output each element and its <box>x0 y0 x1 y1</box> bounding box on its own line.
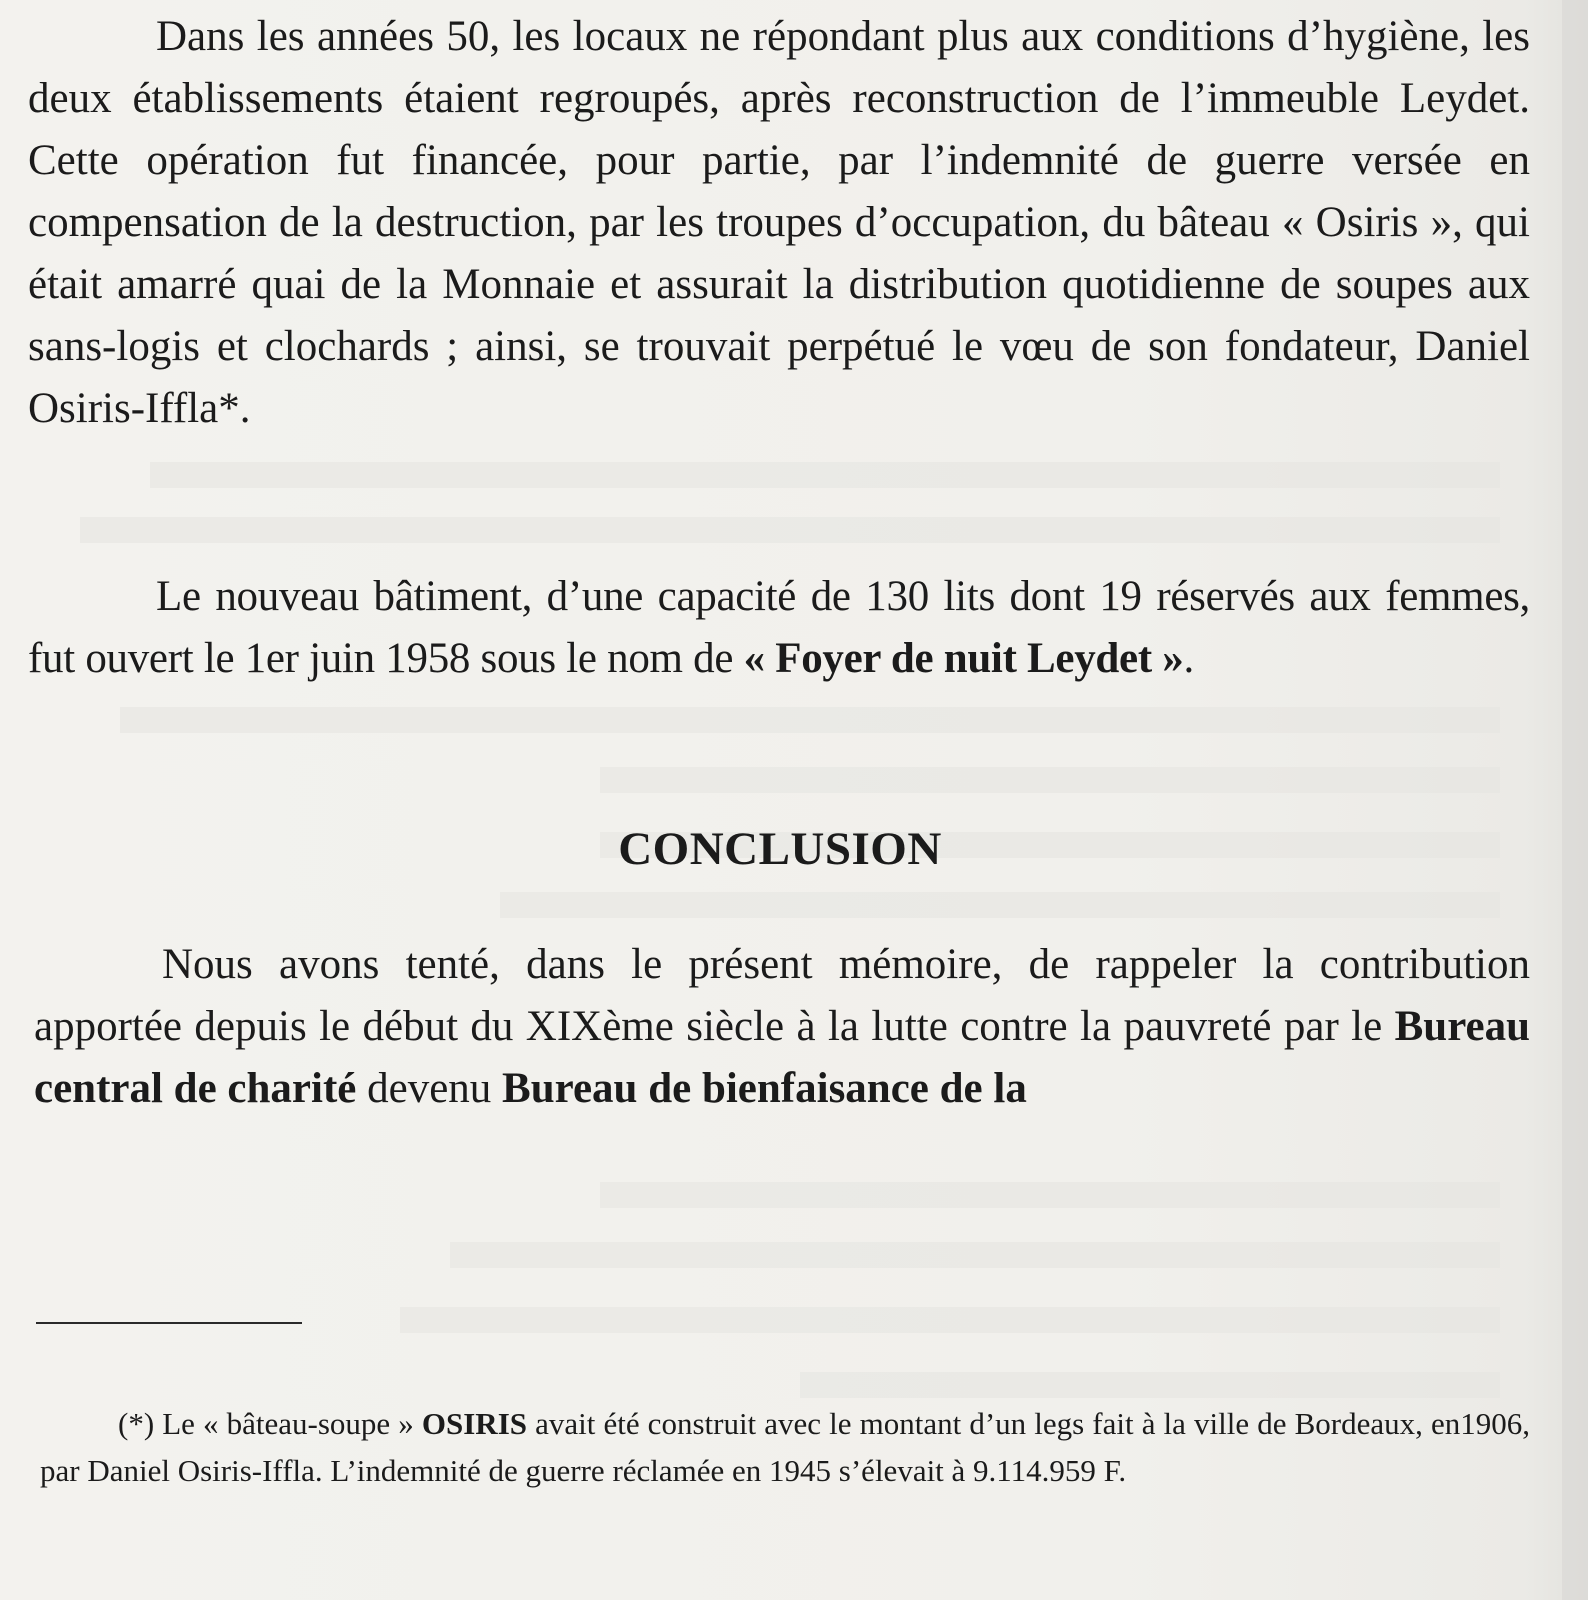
section-heading: CONCLUSION <box>618 823 942 875</box>
footnote-text: avait été construit avec le montant d’un legs fait à la ville de Bordeaux, en1906, par Daniel Osiris-Iffla. L’indemnité de guerre réclamée en 1945 s’élevait à 9.114.959 F. <box>40 1406 1530 1488</box>
paragraph-2-end: . <box>1183 635 1194 682</box>
footnote-marker: (*) Le « bâteau-soupe » <box>118 1406 422 1441</box>
paragraph-3-text-2: devenu <box>356 1065 503 1112</box>
bureau-central-name: Bureau central de charité <box>34 1003 1530 1112</box>
paragraph-3-text-1: Nous avons tenté, dans le présent mémoire, de rappeler la contribution apportée depuis le début du XIXème siècle à la lutte contre la pauvreté par le <box>34 941 1530 1050</box>
footnote-osiris: OSIRIS <box>421 1406 527 1441</box>
foyer-name: « Foyer de nuit Leydet » <box>743 635 1184 682</box>
paragraph-3 <box>34 934 1530 1120</box>
paragraph-1: Dans les années 50, les locaux ne répondant plus aux conditions d’hygiène, les deux établissements étaient regroupés, après reconstruction de l’immeuble Leydet. Cette opération fut financée, pour partie, par l’indemnité de guerre versée en compensation de la destruction, par les troupes d’occupation, du bâteau « Osiris », qui était amarré quai de la Monnaie et assurait la distribution quotidienne de soupes aux sans-logis et clochards ; ainsi, se trouvait perpétué le vœu de son fondateur, Daniel Osiris-Iffla*. <box>28 13 1530 432</box>
footnote <box>40 1400 1530 1494</box>
paragraph-2-text: Le nouveau bâtiment, d’une capacité de 130 lits dont 19 réservés aux femmes, fut ouvert le 1er juin 1958 sous le nom de <box>28 573 1530 682</box>
bureau-bienfaisance-name: Bureau de bienfaisance de la <box>502 1065 1027 1112</box>
paragraph-2 <box>28 566 1530 690</box>
footnote-rule <box>36 1322 302 1324</box>
